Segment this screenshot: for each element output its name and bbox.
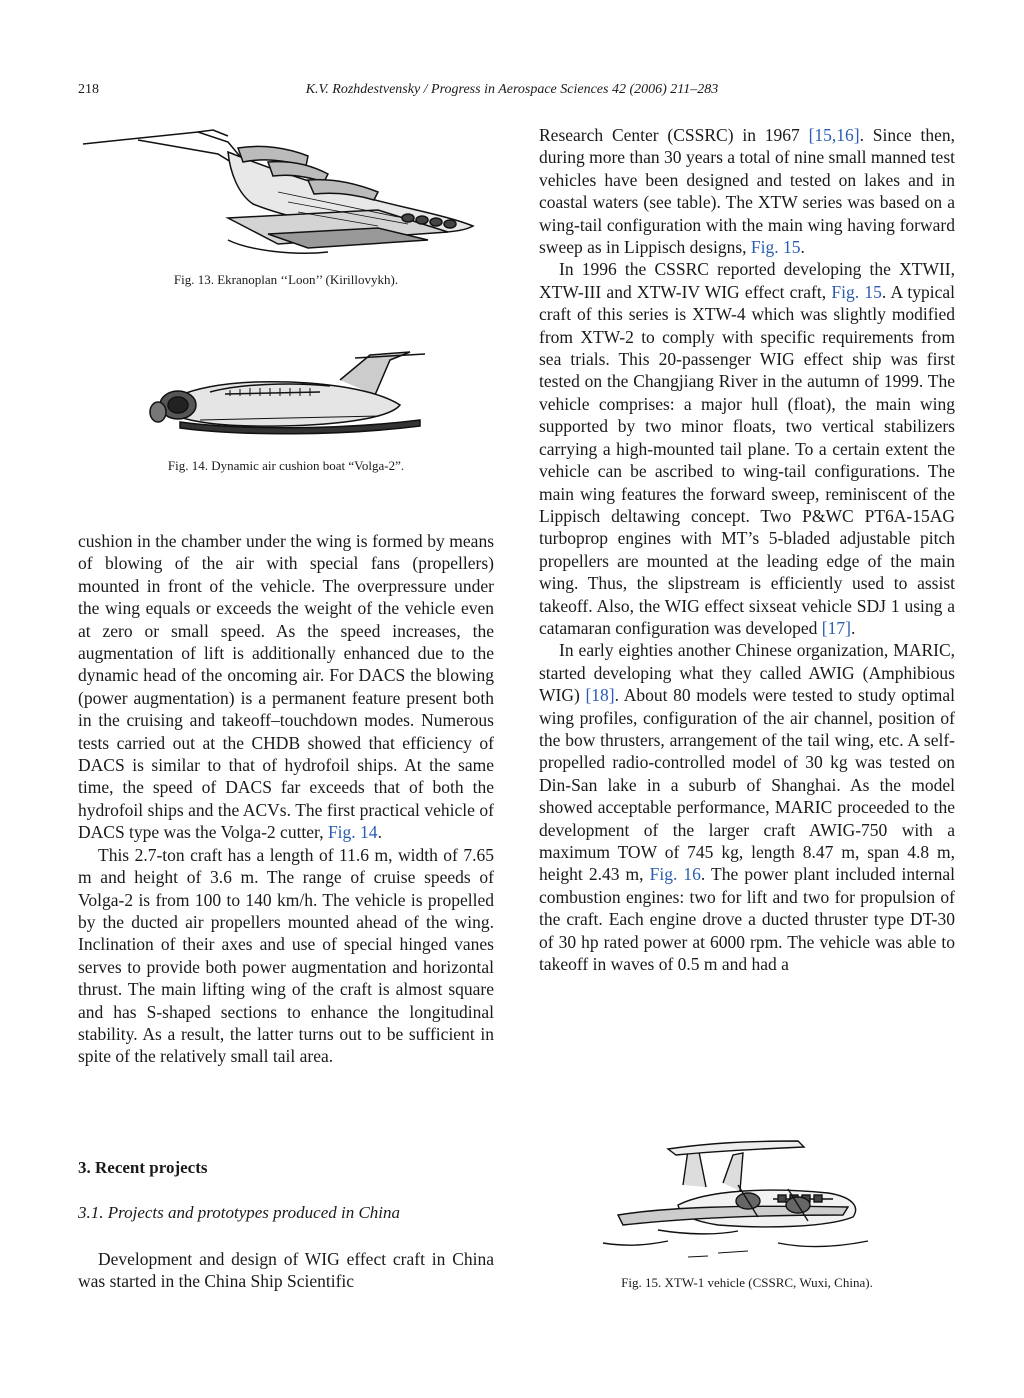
figure-15-caption: Fig. 15. XTW-1 vehicle (CSSRC, Wuxi, China). [621,1275,873,1290]
paragraph [539,639,955,975]
paragraph: This 2.7-ton craft has a length of 11.6 m, width of 7.65 m and height of 3.6 m. The range of cruise speeds of Volga-2 is from 100 to 140 km/h. The vehicle is propelled by the ducted air propellers mounted ahead of the wing. Inclination of their axes and use of special hinged vanes serves to provide both power augmentation and horizontal thrust. The main lifting wing of the craft is almost square and has S-shaped sections to enhance the longitudinal stability. As a result, the latter turns out to be sufficient in spite of the relatively small tail area. [78,844,494,1067]
paragraph-text: . Since then, during more than 30 years a total of nine small manned test vehicles have been designed and tested on lakes and in coastal waters (see table). The XTW series was based on a wing-tail configuration with the main wing having forward sweep as in Lippisch designs, [539,125,956,258]
figure-13 [78,122,494,262]
paragraph-text: In early eighties another Chinese organization, MARIC, started developing what they called AWIG (Amphibious WIG) [539,640,955,706]
reference-link[interactable]: [18] [585,685,615,706]
paragraph-text: . About 80 models were tested to study optimal wing profiles, configuration of the air channel, position of the bow thrusters, arrangement of the tail wing, etc. A self-propelled radio-controlled model of 30 kg was tested on Din-San lake in a suburb of Shanghai. As the model showed acceptable performance, MARIC proceeded to the development of the larger craft AWIG-750 with a maximum TOW of 745 kg, length 8.47 m, span 4.8 m, height 2.43 m, [539,685,956,885]
figure-14 [140,350,440,440]
left-column [78,530,494,1068]
section-heading: 3. Recent projects [78,1158,208,1177]
paragraph-text: . [850,617,856,638]
volga-2-boat-drawing [140,350,440,440]
figure-16-link[interactable]: Fig. 16 [649,864,701,885]
running-head: K.V. Rozhdestvensky / Progress in Aerospace Sciences 42 (2006) 211–283 [305,82,719,97]
left-column-bottom [78,1248,494,1293]
paragraph-text: In 1996 the CSSRC reported developing the XTWII, XTW-III and XTW-IV WIG effect craft, [539,259,955,302]
paragraph-text: cushion in the chamber under the wing is formed by means of blowing of the air with special fans (propellers) mounted in front of the vehicle. The overpressure under the wing equals or exceeds the weight of the vehicle even at zero or small speed. As the speed increases, the augmentation of lift is additionally enhanced due to the dynamic head of the oncoming air. For DACS the blowing (power augmentation) is a permanent feature present both in the cruising and takeoff–touchdown modes. Numerous tests carried out at the CHDB showed that efficiency of DACS is similar to that of hydrofoil ships. At the same time, the speed of DACS far exceeds that of both the hydrofoil ships and the ACVs. The first practical vehicle of DACS type was the Volga-2 cutter, [78,531,494,843]
paragraph [78,530,494,844]
figure-14-link[interactable]: Fig. 14 [327,822,378,843]
subsection-heading: 3.1. Projects and prototypes produced in China [78,1203,401,1222]
ekranoplan-loon-drawing [78,122,494,262]
figure-15 [598,1135,888,1265]
right-column [539,124,955,975]
paragraph-text: Research Center (CSSRC) in 1967 [539,125,800,145]
page-number: 218 [78,82,99,97]
figure-14-caption: Fig. 14. Dynamic air cushion boat “Volga-2”. [167,458,405,473]
paragraph: Development and design of WIG effect craft in China was started in the China Ship Scientific [78,1249,494,1292]
reference-link[interactable]: [15,16] [808,125,860,145]
paragraph-text: . [800,237,805,258]
reference-link[interactable]: [17] [821,617,851,638]
paragraph-text: . [377,822,382,843]
paragraph-text: . The power plant included internal combustion engines: two for lift and two for propulsion of the craft. Each engine drove a ducted thruster type DT-30 of 30 hp rated power at 6000 rpm. The vehicle was able to takeoff in waves of 0.5 m and had a [539,864,955,975]
paragraph [539,258,955,639]
figure-15-link[interactable]: Fig. 15 [750,237,801,258]
paragraph-text: . A typical craft of this series is XTW-4 which was slightly modified from XTW-2 to comply with specific requirements from sea trials. This 20-passenger WIG effect ship was first tested on the Changjiang River in the autumn of 1999. The vehicle comprises: a major hull (float), the main wing supported by two minor floats, two vertical stabilizers carrying a high-mounted tail plane. To a certain extent the vehicle can be ascribed to wing-tail configurations. The main wing features the forward sweep, reminiscent of the Lippisch deltawing concept. Two P&WC PT6A-15AG turboprop engines with MT’s 5-bladed adjustable pitch propellers are mounted at the leading edge of the main wing. Thus, the slipstream is efficiently used to assist takeoff. Also, the WIG effect sixseat vehicle SDJ 1 using a catamaran configuration was developed [539,281,956,638]
paragraph [539,124,955,258]
xtw-1-vehicle-drawing [598,1135,888,1265]
figure-13-caption: Fig. 13. Ekranoplan ‘‘Loon’’ (Kirillovykh). [173,272,399,287]
figure-15-link[interactable]: Fig. 15 [831,281,882,302]
